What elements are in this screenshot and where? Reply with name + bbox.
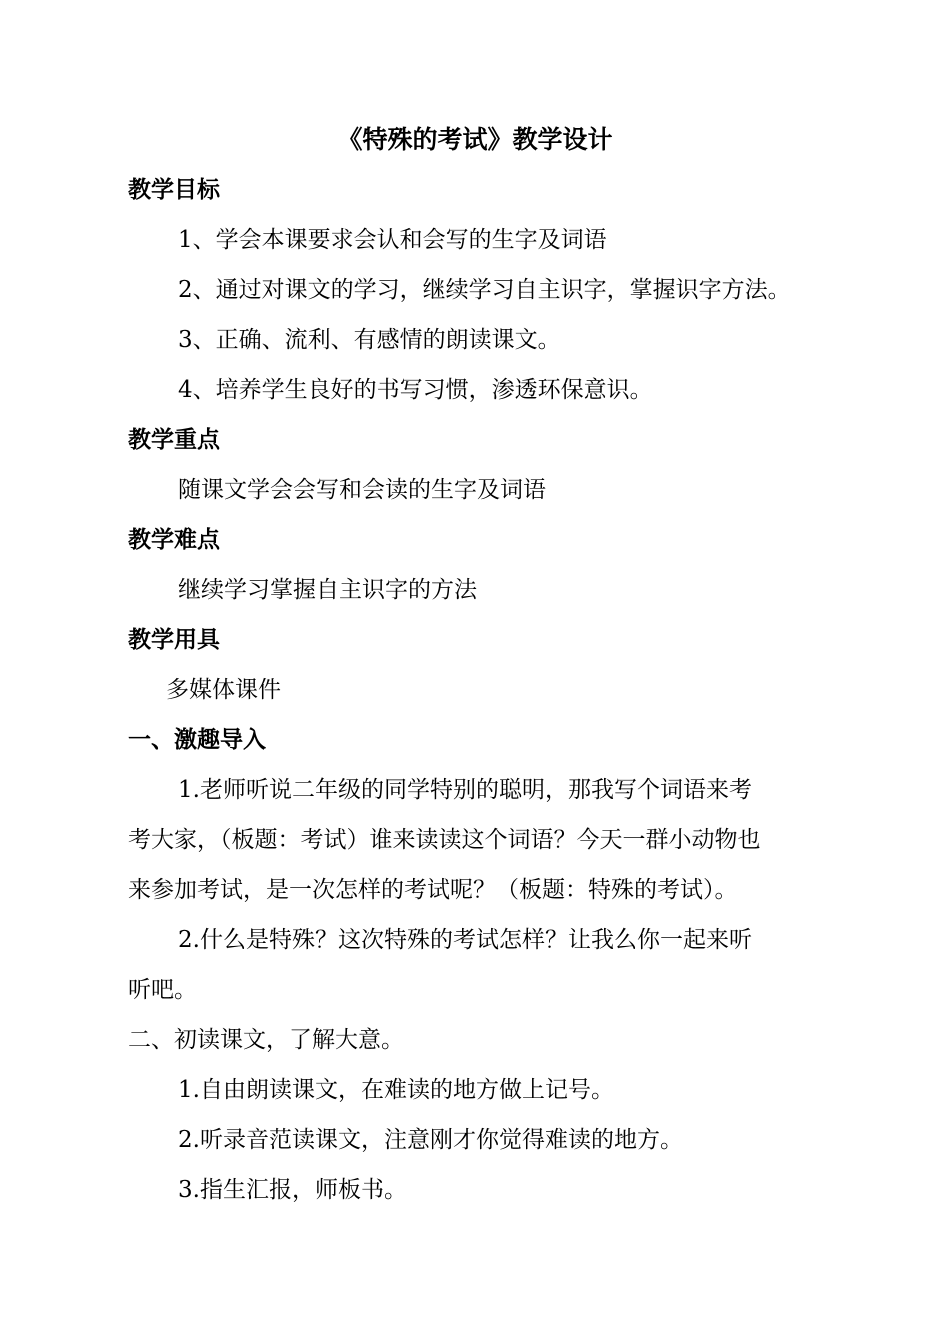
objective-item: 3、正确、流利、有感情的朗读课文。 (178, 327, 561, 353)
paragraph-line: 考大家，（板题：考试）谁来读读这个词语？今天一群小动物也 (128, 827, 761, 853)
paragraph-line: 1.老师听说二年级的同学特别的聪明，那我写个词语来考 (178, 777, 752, 803)
key-points-text: 随课文学会会写和会读的生字及词语 (178, 477, 546, 503)
section-heading-tools: 教学用具 (128, 626, 220, 653)
section-heading-part1: 一、激趣导入 (128, 726, 266, 753)
section-heading-part2: 二、初读课文，了解大意。 (128, 1027, 404, 1053)
section-heading-objectives: 教学目标 (128, 176, 220, 203)
paragraph-line: 来参加考试，是一次怎样的考试呢？（板题：特殊的考试）。 (128, 877, 738, 903)
objective-item: 4、培养学生良好的书写习惯，渗透环保意识。 (178, 377, 653, 403)
document-title: 《特殊的考试》教学设计 (337, 125, 613, 154)
tools-text: 多媒体课件 (166, 677, 281, 703)
difficulties-text: 继续学习掌握自主识字的方法 (178, 577, 477, 603)
step-item: 3.指生汇报，师板书。 (178, 1177, 407, 1203)
step-item: 1.自由朗读课文，在难读的地方做上记号。 (178, 1077, 614, 1103)
paragraph-line: 听吧。 (128, 977, 197, 1003)
step-item: 2.听录音范读课文，注意刚才你觉得难读的地方。 (178, 1127, 683, 1153)
objective-item: 2、通过对课文的学习，继续学习自主识字，掌握识字方法。 (178, 277, 791, 303)
section-heading-key-points: 教学重点 (128, 426, 220, 453)
paragraph-line: 2.什么是特殊？这次特殊的考试怎样？让我么你一起来听 (178, 927, 752, 953)
section-heading-difficulties: 教学难点 (128, 526, 220, 553)
objective-item: 1、学会本课要求会认和会写的生字及词语 (178, 227, 607, 253)
